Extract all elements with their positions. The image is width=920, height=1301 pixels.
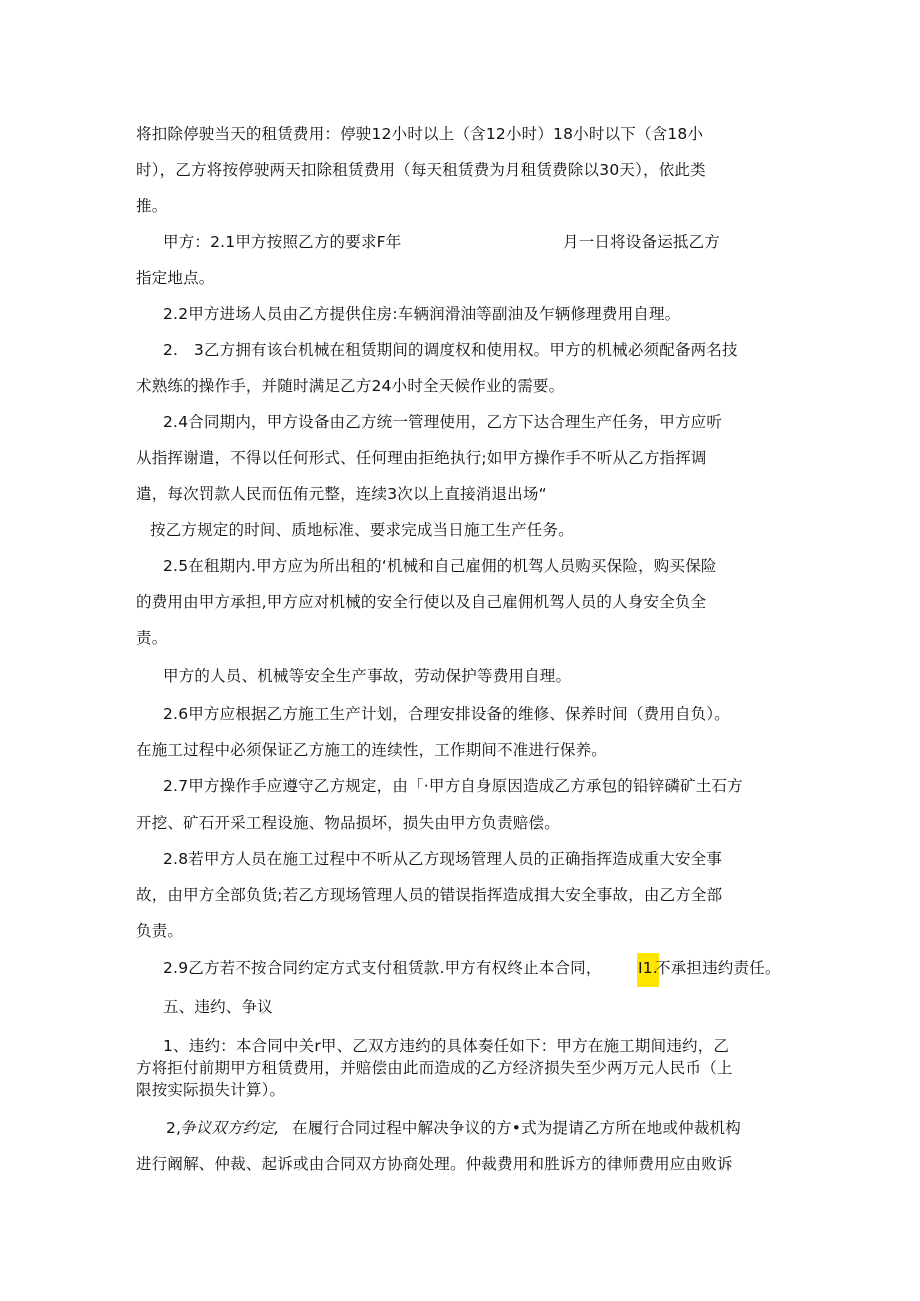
text-line: 故，由甲方全部负货;若乙方现场管理人员的错误指挥造成揖大安全事故，由乙方全部 [136,886,723,904]
text-line: 2.6甲方应根据乙方施工生产计划，合理安排设备的维修、保养时间（费用自负）。 [163,705,731,723]
text-line: 2, [166,1119,182,1137]
highlight-mark: I1. [637,953,659,987]
text-line: 限按实际损失计算）。 [136,1081,286,1099]
text-line: 1、违约：本合同中关r甲、乙双方违约的具体奏任如下：甲方在施工期间违约，乙 [163,1037,730,1055]
text-line: 在履行合同过程中解决争议的方•式为提请乙方所在地或仲裁机构 [292,1119,741,1137]
text-line: 月一日将设备运抵乙方 [563,233,721,251]
italic-phrase: 争议双方约定, [180,1119,280,1137]
text-line: 指定地点。 [136,269,215,287]
text-line: 负责。 [136,922,184,940]
text-line: 2.8若甲方人员在施工过程中不听从乙方现场管理人员的正确指挥造成重大安全事 [163,850,723,868]
text-line: 方将拒付前期甲方租赁费用，并赔偿由此而造成的乙方经济损失至少两万元人民币（上 [136,1059,733,1077]
text-line: 2.5在租期内.甲方应为所出租的‘机械和自己雇佣的机驾人员购买保险，购买保险 [163,557,717,575]
text-line: 从指挥谢遣，不得以任何形式、任何理由拒绝执行;如甲方操作手不听从乙方指挥调 [136,449,707,467]
text-line: 2.4合同期内，甲方设备由乙方统一管理使用，乙方下达合理生产任务，甲方应听 [163,413,723,431]
text-line: 责。 [136,629,168,647]
section-heading: 五、违约、争议 [163,998,273,1016]
text-line: 开挖、矿石开采工程设施、物品损坏，损失由甲方负责赔偿。 [136,814,560,832]
text-line: 2.9乙方若不按合同约定方式支付租赁款.甲方有权终止本合同， [163,959,602,977]
text-line: 在施工过程中必须保证乙方施工的连续性，工作期间不准进行保养。 [136,741,608,759]
text-line: 进行阚解、仲裁、起诉或由合同双方协商处理。仲裁费用和胜诉方的律师费用应由败诉 [136,1155,733,1173]
text-line: 2.2甲方进场人员由乙方提供住房:车辆润滑油等副油及乍辆修理费用自理。 [163,305,681,323]
text-line: 将扣除停驶当天的租赁费用：停驶12小时以上（含12小时）18小时以下（含18小 [136,125,704,143]
text-line: 甲方：2.1甲方按照乙方的要求F年 [163,233,402,251]
text-line: 推。 [136,197,168,215]
text-line: 2.7甲方操作手应遵守乙方规定，由「·甲方自身原因造成乙方承包的铅锌磷矿土石方 [163,777,743,795]
text-line: 2. 3乙方拥有该台机械在租赁期间的调度权和使用权。甲方的机械必须配备两名技 [163,341,738,359]
text-line: 按乙方规定的时间、质地标准、要求完成当日施工生产任务。 [150,521,574,539]
text-line: 甲方的人员、机械等安全生产事故，劳动保护等费用自理。 [163,667,572,685]
text-line: 术熟练的操作手，并随时满足乙方24小时全天候作业的需要。 [136,377,565,395]
text-line: 不承担违约责任。 [655,959,781,977]
text-line: 时），乙方将按停驶两天扣除租赁费用（每天租赁费为月租赁费除以30天），依此类 [136,161,706,179]
text-line: 的费用由甲方承担,甲方应对机械的安全行使以及自己雇佣机驾人员的人身安全负全 [136,593,707,611]
text-line: 遣，每次罚款人民而伍侑元整，连续3次以上直接消退出场“ [136,485,547,503]
